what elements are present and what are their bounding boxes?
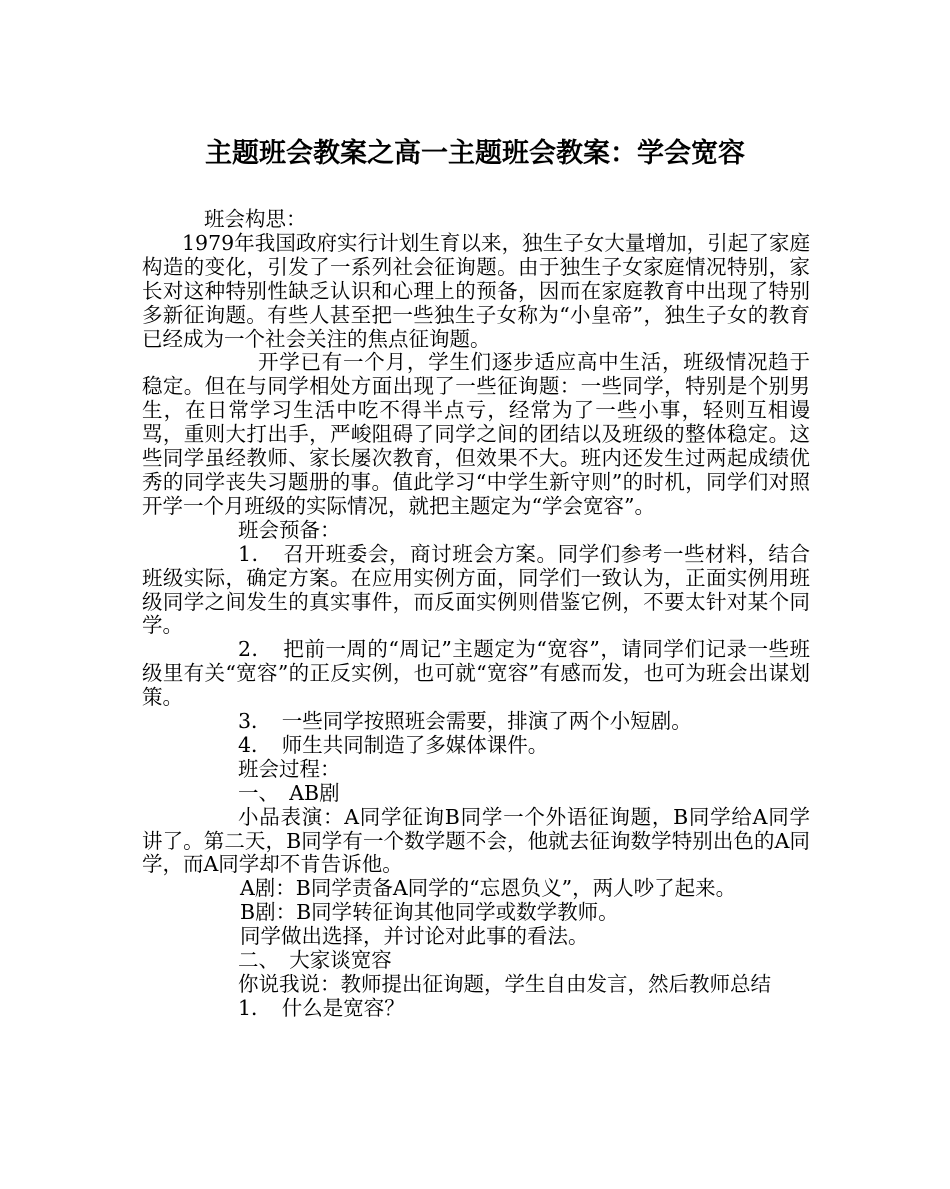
paragraph-question-1: 1． 什么是宽容？ [238,995,405,1020]
paragraph-preparation-heading: 班会预备： [238,517,341,542]
paragraph-student-choice: 同学做出选择，并讨论对此事的看法。 [240,924,589,949]
paragraph-discussion: 你说我说：教师提出征询题，学生自由发言，然后教师总结 [238,972,771,996]
paragraph-meeting-concept-heading: 班会构思： [204,207,307,231]
paragraph-preparation-item-4: 4． 师生共同制造了多媒体课件。 [238,732,549,757]
paragraph-skit-description: 小品表演：A同学征询B同学一个外语征询题，B同学给A同学讲了。第二天，B同学有一个数学题不会，他就去征询数学特别出色的A同学，而A同学却不肯告诉他。 [142,804,810,877]
paragraph-preparation-item-3: 3． 一些同学按照班会需要，排演了两个小短剧。 [238,709,692,734]
paragraph-background: 1979年我国政府实行计划生育以来，独生子女大量增加，引起了家庭构造的变化，引发了一系列社会征询题。由于独生子女家庭情况特别，家长对这种特别性缺乏认识和心理上的预备，因而在家庭教育中出现了特别多新征询题。有些人甚至把一些独生子女称为“小皇帝”，独生子女的教育已经成为一个社会关注的焦点征询题。 [142,230,810,351]
paragraph-class-situation: 开学已有一个月，学生们逐步适应高中生活，班级情况趋于稳定。但在与同学相处方面出现了一些征询题：一些同学，特别是个别男生，在日常学习生活中吃不得半点亏，经常为了一些小事，轻则互相谩骂，重则大打出手，严峻阻碍了同学之间的团结以及班级的整体稳定。这些同学虽经教师、家长屡次教育，但效果不大。班内还发生过两起成绩优秀的同学丧失习题册的事。值此学习“中学生新守则”的时机，同学们对照开学一个月班级的实际情况，就把主题定为“学会宽容”。 [142,350,810,518]
paragraph-skit-b: B剧：B同学转征询其他同学或数学教师。 [240,900,619,925]
paragraph-section-1-heading: 一、 AB剧 [238,780,340,805]
paragraph-section-2-heading: 二、 大家谈宽容 [238,948,392,973]
paragraph-preparation-item-2: 2． 把前一周的“周记”主题定为“宽容”，请同学们记录一些班级里有关“宽容”的正反实例，也可就“宽容”有感而发，也可为班会出谋划策。 [142,637,810,710]
document-title: 主题班会教案之高一主题班会教案：学会宽容 [205,138,745,169]
paragraph-skit-a: A剧：B同学责备A同学的“忘恩负义”，两人吵了起来。 [240,876,737,901]
document-body [142,208,810,1021]
paragraph-preparation-item-1: 1． 召开班委会，商讨班会方案。同学们参考一些材料，结合班级实际，确定方案。在应用实例方面，同学们一致认为，正面实例用班级同学之间发生的真实事件，而反面实例则借鉴它例，不要太针对某个同学。 [142,541,810,638]
paragraph-process-heading: 班会过程： [238,756,341,781]
